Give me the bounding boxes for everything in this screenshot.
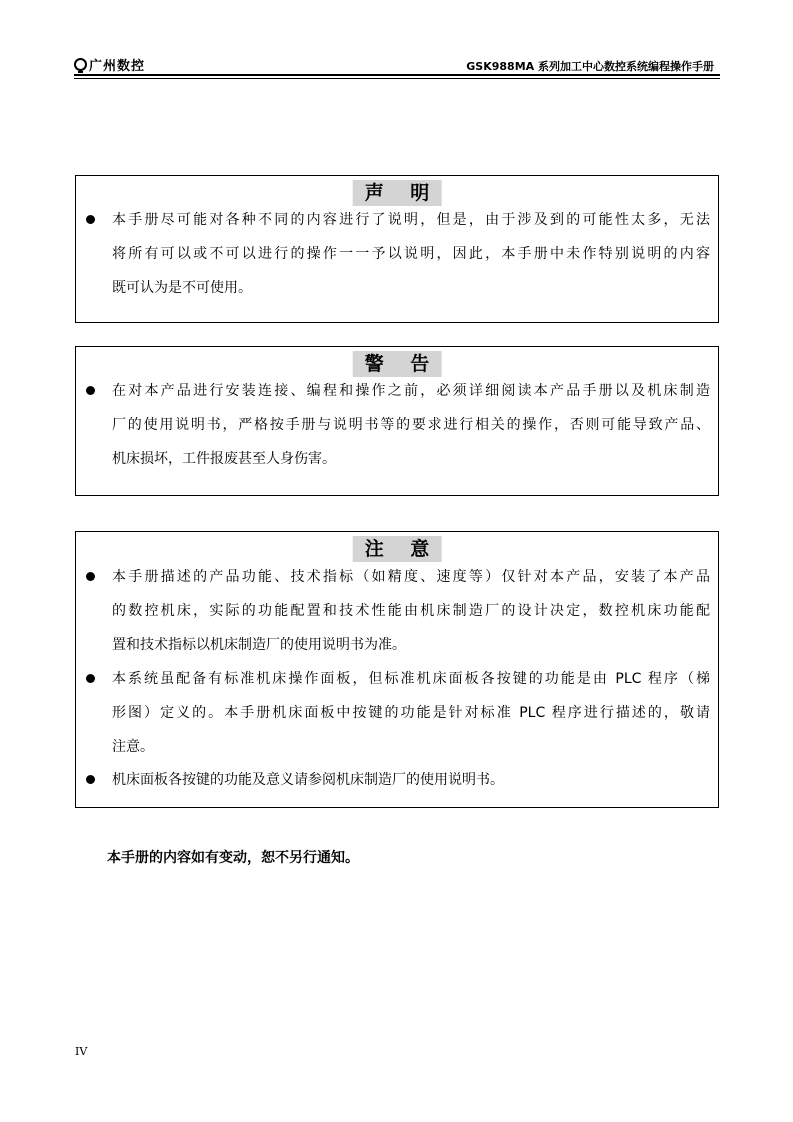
warning-line: 在对本产品进行安装连接、编程和操作之前，必须详细阅读本产品手册以及机床制造	[112, 383, 710, 399]
header-rule	[74, 74, 720, 76]
caution-line: 机床面板各按键的功能及意义请参阅机床制造厂的使用说明书。	[112, 772, 504, 788]
caution-line: 形图）定义的。本手册机床面板中按键的功能是针对标准 PLC 程序进行描述的，敬请	[112, 705, 710, 721]
caution-line: 本手册描述的产品功能、技术指标（如精度、速度等）仅针对本产品，安装了本产品	[112, 569, 710, 585]
logo-text: 广州数控	[89, 58, 146, 74]
statement-line: 本手册尽可能对各种不同的内容进行了说明，但是，由于涉及到的可能性太多，无法	[112, 212, 710, 228]
caution-line: 的数控机床，实际的功能配置和技术性能由机床制造厂的设计决定，数控机床功能配	[112, 603, 710, 619]
warning-box	[75, 346, 719, 496]
page-number: IV	[75, 1045, 88, 1058]
warning-line: 厂的使用说明书，严格按手册与说明书等的要求进行相关的操作，否则可能导致产品、	[112, 417, 710, 433]
bullet-icon	[86, 386, 95, 395]
header-rule-thin	[74, 78, 720, 79]
bullet-icon	[86, 215, 95, 224]
statement-box	[75, 175, 719, 323]
caution-line: 注意。	[112, 739, 154, 755]
company-logo	[74, 56, 145, 72]
statement-line: 既可认为是不可使用。	[112, 280, 252, 296]
warning-title: 警 告	[353, 351, 442, 377]
bullet-icon	[86, 674, 95, 683]
statement-title: 声 明	[353, 180, 442, 206]
change-notice: 本手册的内容如有变动，恕不另行通知。	[107, 850, 359, 866]
caution-title: 注 意	[353, 536, 442, 562]
page-header	[74, 54, 720, 74]
manual-title: GSK988MA 系列加工中心数控系统编程操作手册	[466, 60, 714, 73]
bullet-icon	[86, 775, 95, 784]
caution-line: 本系统虽配备有标准机床操作面板，但标准机床面板各按键的功能是由 PLC 程序（梯	[112, 671, 710, 687]
gsk-logo-icon	[74, 58, 87, 71]
statement-line: 将所有可以或不可以进行的操作一一予以说明，因此，本手册中未作特别说明的内容	[112, 246, 710, 262]
caution-box	[75, 531, 719, 808]
caution-line: 置和技术指标以机床制造厂的使用说明书为准。	[112, 637, 406, 653]
bullet-icon	[86, 572, 95, 581]
warning-line: 机床损坏，工件报废甚至人身伤害。	[112, 451, 336, 467]
